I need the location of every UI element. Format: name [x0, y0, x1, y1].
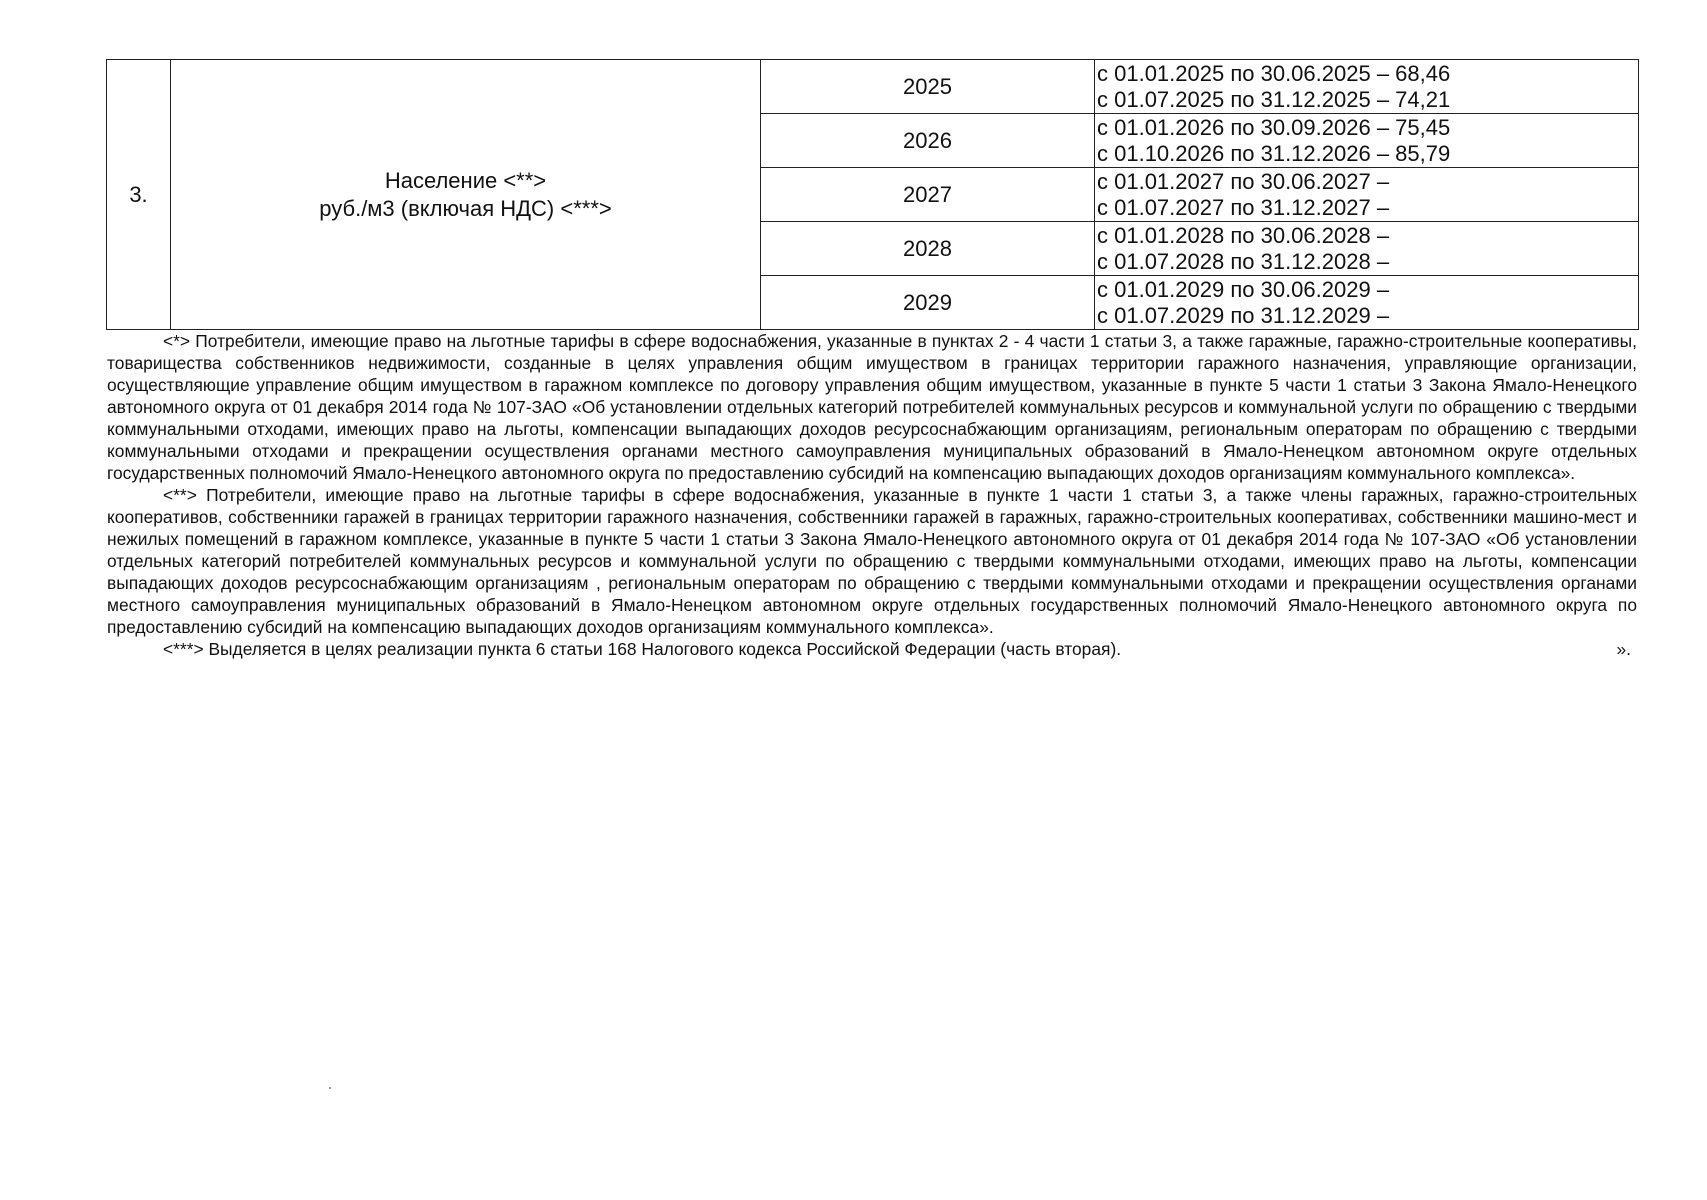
closing-quote-mark: ». [1616, 639, 1631, 659]
tariff-table [106, 59, 1639, 330]
year-cell: 2025 [761, 60, 1095, 114]
footnote-3-line [107, 638, 1637, 660]
year-cell: 2028 [761, 222, 1095, 276]
periods-cell [1095, 60, 1639, 114]
periods-cell [1095, 114, 1639, 168]
footnote-2: <**> Потребители, имеющие право на льготные тарифы в сфере водоснабжения, указанные в пункте 1 части 1 статьи 3, а также члены гаражных, гаражно-строительных кооперативов, собственники гаражей в границах территории гаражного назначения, собственники гаражей в гаражных, гаражно-строительных кооперативах, собственники машино-мест и нежилых помещений в гаражном комплексе, указанные в пункте 5 части 1 статьи 3 Закона Ямало-Ненецкого автономного округа от 01 декабря 2014 года № 107-ЗАО «Об установлении отдельных категорий потребителей коммунальных ресурсов и коммунальной услуги по обращению с твердыми коммунальными отходами, имеющих право на льготы, компенсации выпадающих доходов ресурсоснабжающим организациям , региональным операторам по обращению с твердыми коммунальными отходами и прекращении осуществления органами местного самоуправления муниципальных образований в Ямало-Ненецком автономном округе отдельных государственных полномочий Ямало-Ненецкого автономного округа по предоставлению субсидий на компенсацию выпадающих доходов организациям коммунального комплекса». [107, 485, 1637, 637]
period-line: с 01.01.2028 по 30.06.2028 – [1097, 222, 1390, 248]
period-line: с 01.07.2028 по 31.12.2028 – [1097, 248, 1390, 274]
period-line: с 01.10.2026 по 31.12.2026 – 85,79 [1097, 140, 1451, 166]
period-line: с 01.01.2027 по 30.06.2027 – [1097, 168, 1390, 194]
periods-cell [1095, 222, 1639, 276]
period-line: с 01.07.2027 по 31.12.2027 – [1097, 194, 1390, 220]
footnotes [107, 330, 1637, 660]
year-cell: 2027 [761, 168, 1095, 222]
period-line: с 01.07.2029 по 31.12.2029 – [1097, 302, 1390, 328]
footnote-3: <***> Выделяется в целях реализации пункта 6 статьи 168 Налогового кодекса Российской Федерации (часть вторая). [163, 639, 1122, 659]
footnote-1: <*> Потребители, имеющие право на льготные тарифы в сфере водоснабжения, указанные в пунктах 2 - 4 части 1 статьи 3, а также гаражные, гаражно-строительные кооперативы, товарищества собственников недвижимости, созданные в целях управления общим имуществом в границах территории гаражного назначения, управляющие организации, осуществляющие управление общим имуществом в гаражном комплексе по договору управления общим имуществом, указанные в пункте 5 части 1 статьи 3 Закона Ямало-Ненецкого автономного округа от 01 декабря 2014 года № 107-ЗАО «Об установлении отдельных категорий потребителей коммунальных ресурсов и коммунальной услуги по обращению с твердыми коммунальными отходами, имеющих право на льготы, компенсации выпадающих доходов ресурсоснабжающим организациям, региональным операторам по обращению с твердыми коммунальными отходами и прекращении осуществления органами местного самоуправления муниципальных образований в Ямало-Ненецком автономном округе отдельных государственных полномочий Ямало-Ненецкого автономного округа по предоставлению субсидий на компенсацию выпадающих доходов организациям коммунального комплекса». [107, 331, 1637, 483]
consumer-group-title: Население <**> [384, 167, 547, 193]
year-cell: 2029 [761, 276, 1095, 330]
period-line: с 01.01.2026 по 30.09.2026 – 75,45 [1097, 114, 1451, 140]
table-row [107, 60, 1639, 114]
period-line: с 01.01.2025 по 30.06.2025 – 68,46 [1097, 60, 1451, 86]
period-line: с 01.07.2025 по 31.12.2025 – 74,21 [1097, 86, 1451, 112]
consumer-group-unit: руб./м3 (включая НДС) <***> [319, 195, 612, 221]
year-cell: 2026 [761, 114, 1095, 168]
row-number: 3. [107, 60, 171, 330]
scan-artifact-dot [329, 1087, 331, 1089]
period-line: с 01.01.2029 по 30.06.2029 – [1097, 276, 1390, 302]
periods-cell [1095, 276, 1639, 330]
periods-cell [1095, 168, 1639, 222]
consumer-group-cell [171, 60, 761, 330]
